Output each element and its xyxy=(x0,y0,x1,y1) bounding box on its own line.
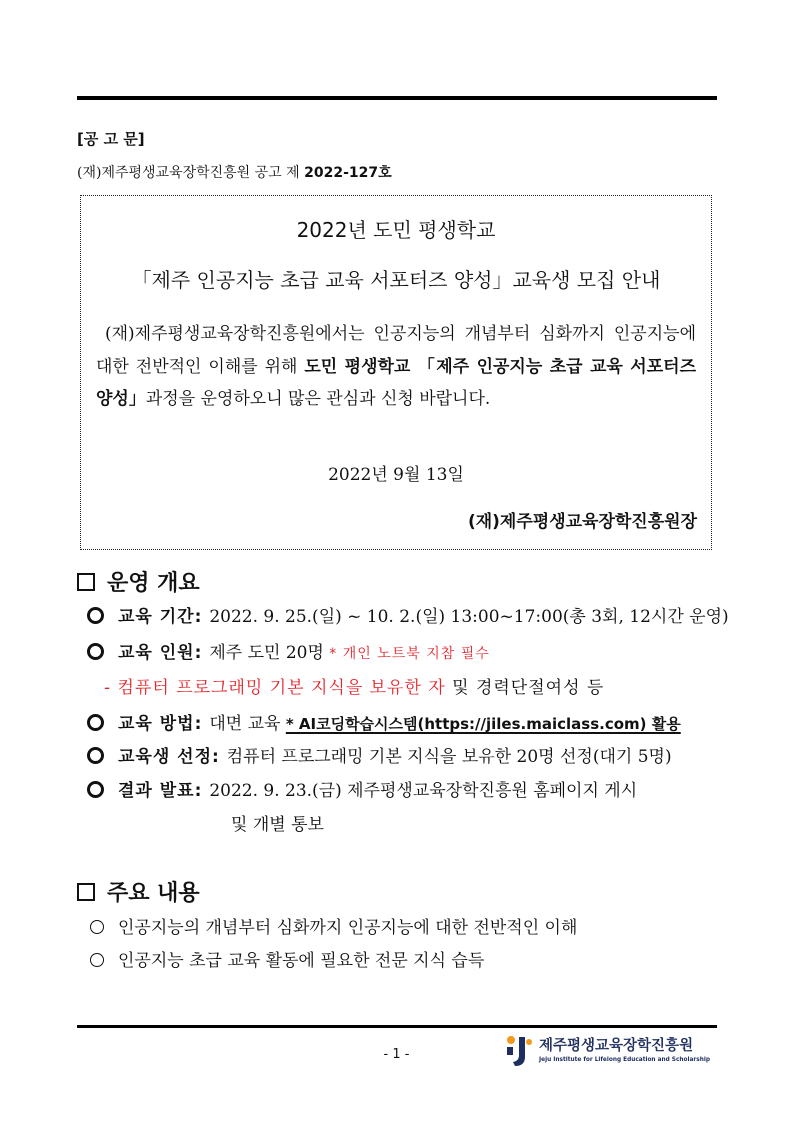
people-value: 제주 도민 20명 xyxy=(209,643,324,663)
org-name: 제주평생교육장학진흥원 xyxy=(539,1038,694,1054)
method-value: 대면 교육 xyxy=(209,714,281,734)
selection-row: 교육생 선정: 컴퓨터 프로그래밍 기본 지식을 보유한 20명 선정(대기 5명) xyxy=(87,742,672,767)
square-bullet-icon xyxy=(77,573,95,591)
announcement-paragraph xyxy=(96,318,696,416)
method-link[interactable]: * AI코딩학습시스템(https://jiles.maiclass.com) 활용 xyxy=(285,715,681,733)
period-value: 2022. 9. 25.(일) ~ 10. 2.(일) 13:00~17:00(총 3회, 12시간 운영) xyxy=(209,607,729,627)
list-item-text: 인공지능의 개념부터 심화까지 인공지능에 대한 전반적인 이해 xyxy=(118,918,578,938)
result-row: 결과 발표: 2022. 9. 23.(금) 제주평생교육장학진흥원 홈페이지 게시 xyxy=(87,776,637,801)
circle-bullet-icon xyxy=(90,920,104,934)
people-label: 교육 인원 xyxy=(118,643,195,663)
section-content-heading xyxy=(77,876,200,907)
period-label: 교육 기간 xyxy=(118,607,195,627)
list-item xyxy=(90,946,484,971)
result-label: 결과 발표 xyxy=(118,781,195,801)
bottom-rule xyxy=(77,1025,717,1028)
selection-label: 교육생 선정 xyxy=(118,747,213,767)
circle-bullet-icon xyxy=(87,747,104,764)
circle-bullet-icon xyxy=(87,607,104,624)
people-sub-rest: 및 경력단절여성 등 xyxy=(452,678,605,698)
page-number: - 1 - xyxy=(383,1047,410,1062)
section-operation-heading xyxy=(77,566,200,597)
org-logo xyxy=(505,1033,715,1073)
paragraph-part2: 과정을 운영하오니 많은 관심과 신청 바랍니다. xyxy=(145,389,491,409)
people-note: * 개인 노트북 지참 필수 xyxy=(329,646,490,662)
circle-bullet-icon xyxy=(87,714,104,731)
people-row: 교육 인원: 제주 도민 20명 * 개인 노트북 지참 필수 xyxy=(87,638,490,663)
org-english-name: Jeju Institute for Lifelong Education and Scholarship xyxy=(539,1057,710,1063)
notice-prefix: (재)제주평생교육장학진흥원 공고 제 xyxy=(77,165,305,181)
paragraph-part1: (재)제주평생교육장학진흥원에서는 인공지능의 개념부터 심화까지 인공지능에 대한 전반적인 이해를 위해 xyxy=(96,324,696,377)
method-row: 교육 방법: 대면 교육 * AI코딩학습시스템(https://jiles.maiclass.com) 활용 xyxy=(87,709,681,734)
circle-bullet-icon xyxy=(87,781,104,798)
people-sub-red: - 컴퓨터 프로그래밍 기본 지식을 보유한 자 xyxy=(104,678,446,698)
circle-bullet-icon xyxy=(87,643,104,660)
method-label: 교육 방법 xyxy=(118,714,195,734)
list-item-text: 인공지능 초급 교육 활동에 필요한 전문 지식 습득 xyxy=(118,951,485,971)
selection-value: 컴퓨터 프로그래밍 기본 지식을 보유한 20명 선정(대기 5명) xyxy=(226,747,672,767)
section-heading-text: 운영 개요 xyxy=(107,571,200,596)
result-value-line2: 및 개별 통보 xyxy=(231,815,324,835)
notice-number: 2022-127호 xyxy=(304,165,392,181)
announcement-date: 2022년 9월 13일 xyxy=(328,465,464,485)
org-logo-icon xyxy=(505,1033,533,1069)
square-bullet-icon xyxy=(77,883,95,901)
announcement-signer: (재)제주평생교육장학진흥원장 xyxy=(467,512,697,532)
result-value: 2022. 9. 23.(금) 제주평생교육장학진흥원 홈페이지 게시 xyxy=(209,781,638,801)
announcement-title-line2: 「제주 인공지능 초급 교육 서포터즈 양성」교육생 모집 안내 xyxy=(131,268,661,292)
notice-number-line xyxy=(77,162,392,182)
section-heading-text: 주요 내용 xyxy=(107,881,200,906)
period-row: 교육 기간: 2022. 9. 25.(일) ~ 10. 2.(일) 13:00~17:00(총 3회, 12시간 운영) xyxy=(87,602,729,627)
people-sub-row xyxy=(104,673,604,698)
circle-bullet-icon xyxy=(90,953,104,967)
paragraph-highlight: 도민 평생학교 「제주 인공지능 초급 교육 서포터즈 양성」 xyxy=(96,356,696,409)
top-rule xyxy=(77,96,717,100)
notice-label: [공 고 문] xyxy=(77,130,145,148)
announcement-title-line1: 2022년 도민 평생학교 xyxy=(296,218,496,242)
list-item xyxy=(90,913,577,938)
